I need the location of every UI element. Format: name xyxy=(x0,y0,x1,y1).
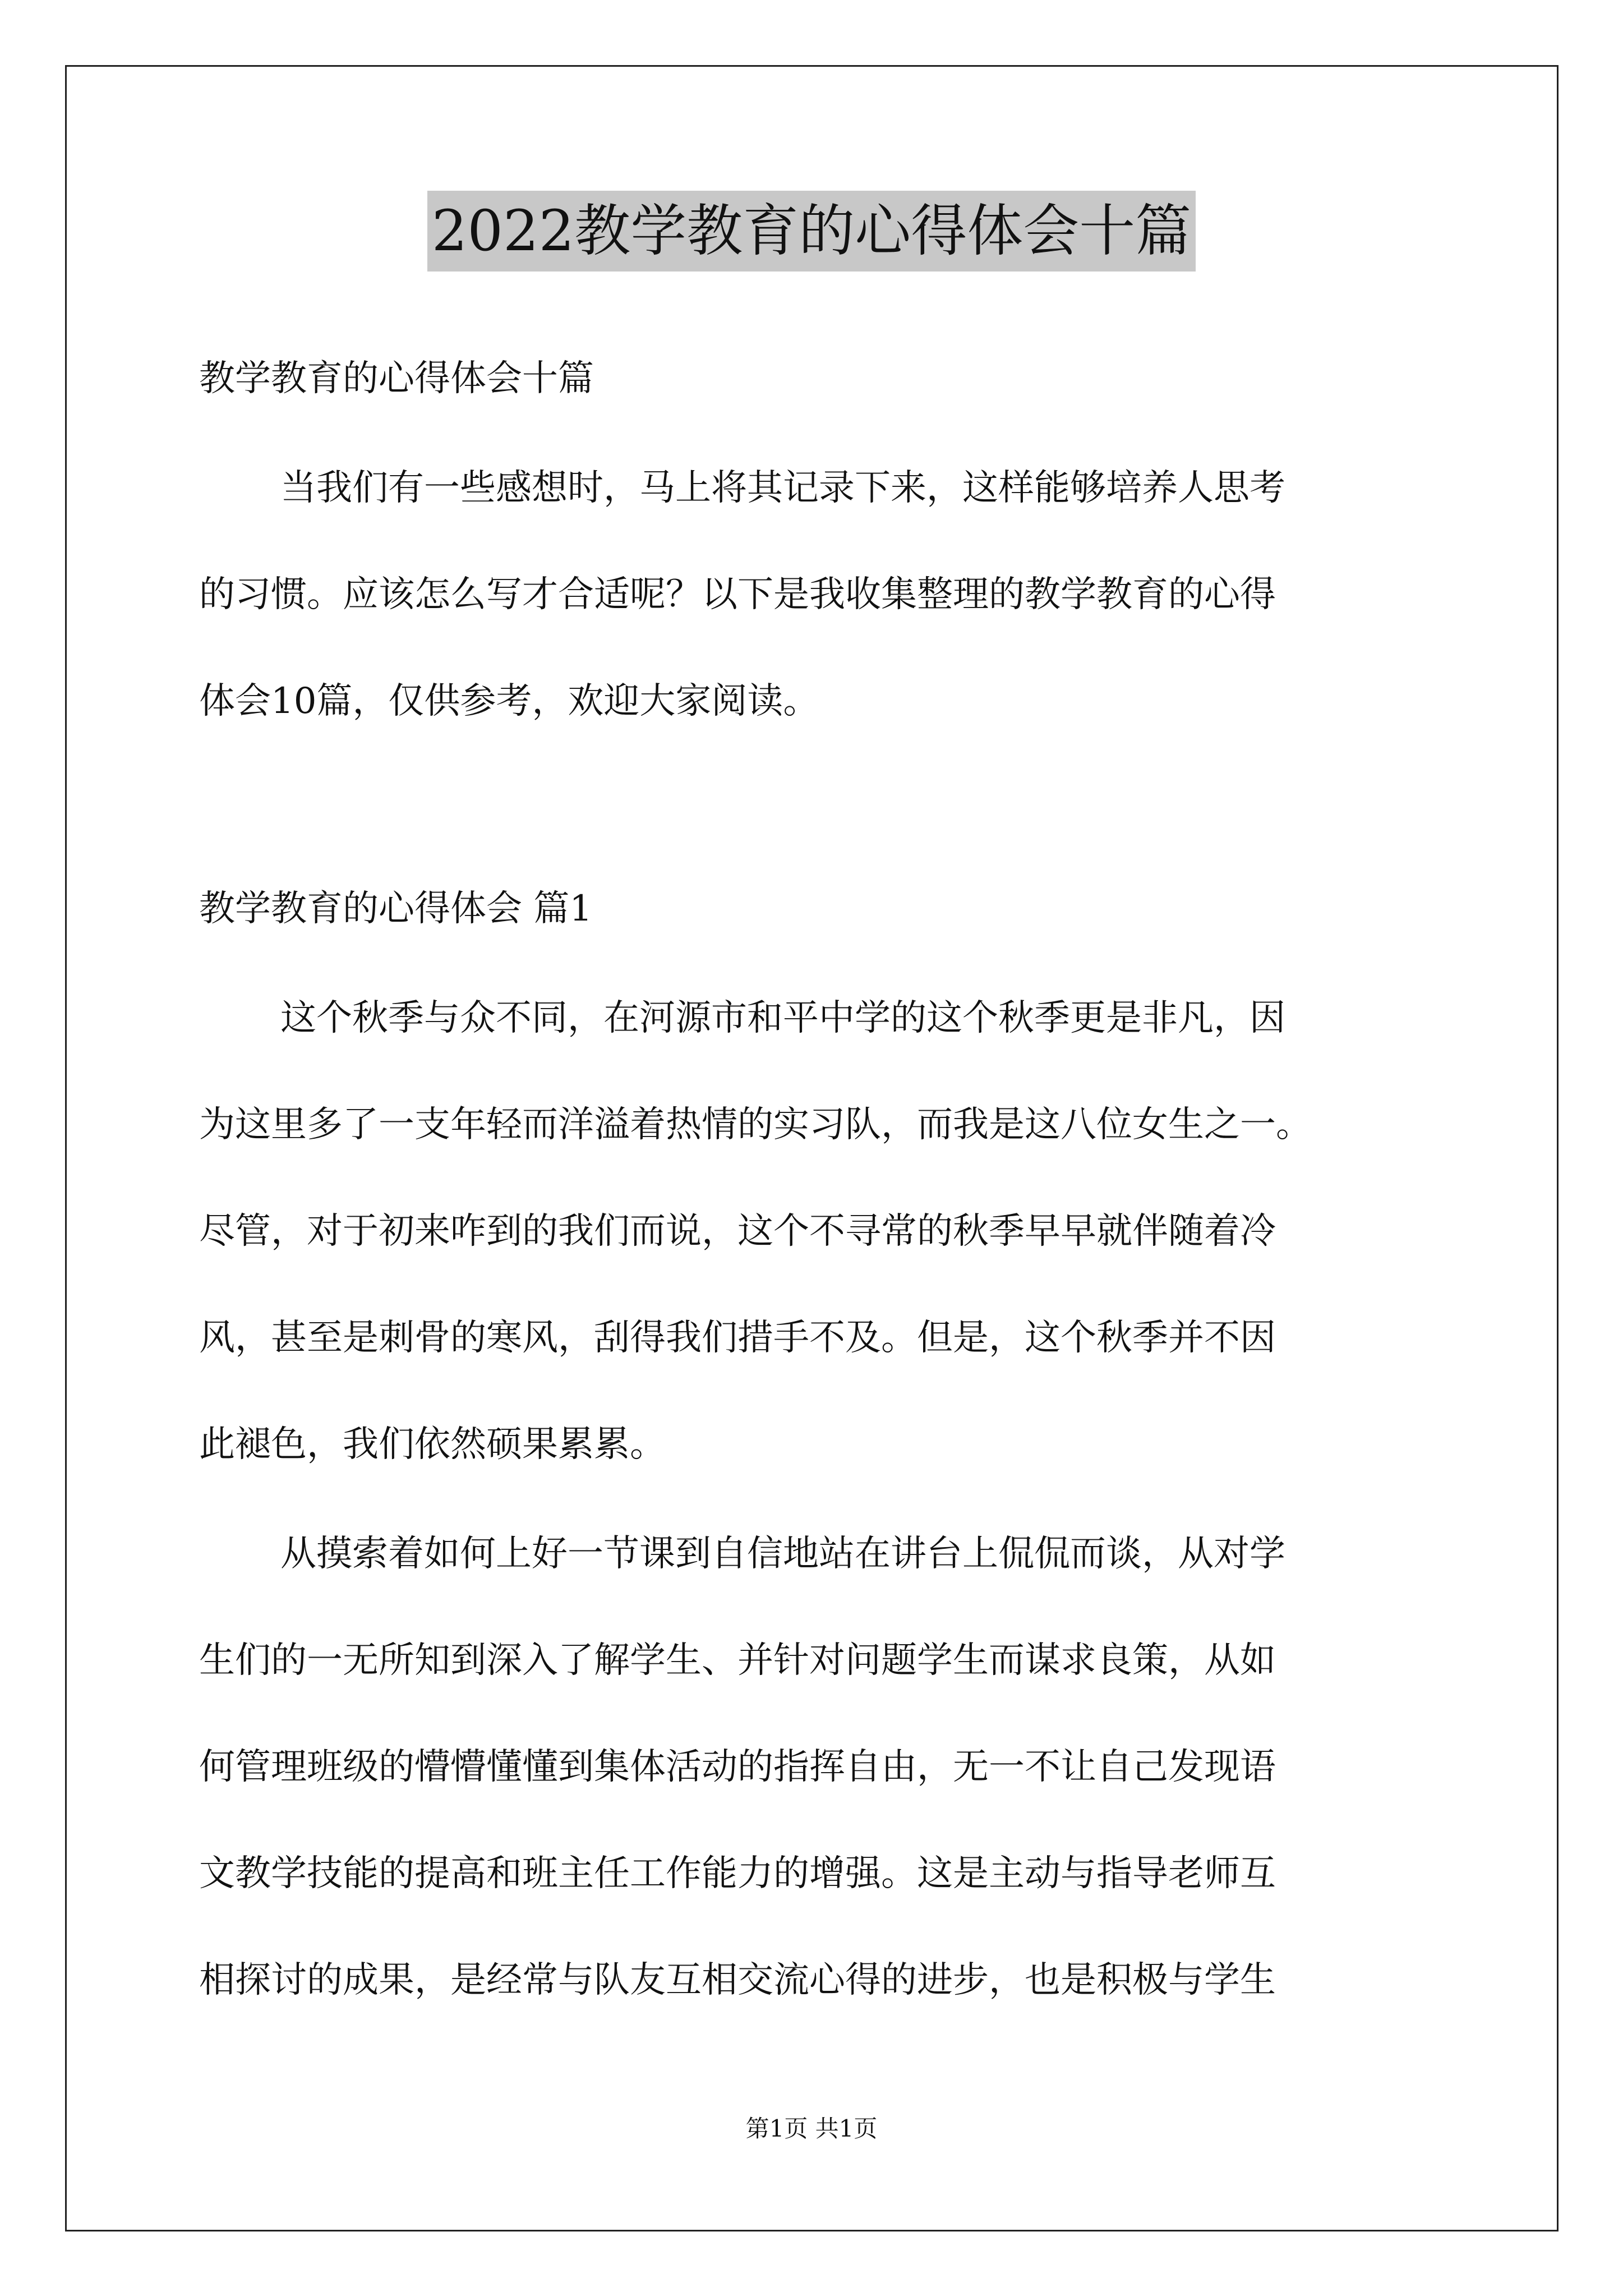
paragraph-line: 风，甚至是刺骨的寒风，刮得我们措手不及。但是，这个秋季并不因 xyxy=(199,1317,1276,1359)
paragraph-line: 文教学技能的提高和班主任工作能力的增强。这是主动与指导老师互 xyxy=(199,1853,1276,1894)
document-title: 2022教学教育的心得体会十篇 xyxy=(427,191,1196,272)
paragraph-line: 从摸索着如何上好一节课到自信地站在讲台上侃侃而谈，从对学 xyxy=(280,1533,1285,1575)
paragraph-line: 此褪色，我们依然硕果累累。 xyxy=(199,1424,666,1465)
paragraph-line: 为这里多了一支年轻而洋溢着热情的实习队，而我是这八位女生之一。 xyxy=(199,1104,1312,1145)
intro-line: 的习惯。应该怎么写才合适呢？以下是我收集整理的教学教育的心得 xyxy=(199,574,1276,615)
paragraph-line: 生们的一无所知到深入了解学生、并针对问题学生而谋求良策，从如 xyxy=(199,1640,1276,1681)
paragraph-line: 何管理班级的懵懵懂懂到集体活动的指挥自由，无一不让自己发现语 xyxy=(199,1746,1276,1788)
section-heading: 教学教育的心得体会 篇1 xyxy=(199,888,593,930)
paragraph-line: 这个秋季与众不同，在河源市和平中学的这个秋季更是非凡，因 xyxy=(280,997,1285,1039)
intro-line: 体会10篇，仅供参考，欢迎大家阅读。 xyxy=(199,680,819,722)
paragraph-line: 相探讨的成果，是经常与队友互相交流心得的进步，也是积极与学生 xyxy=(199,1959,1276,2001)
subtitle: 教学教育的心得体会十篇 xyxy=(199,358,594,399)
paragraph-line: 尽管，对于初来咋到的我们而说，这个不寻常的秋季早早就伴随着冷 xyxy=(199,1211,1276,1252)
intro-line: 当我们有一些感想时，马上将其记录下来，这样能够培养人思考 xyxy=(280,467,1285,509)
page-footer: 第1页 共1页 xyxy=(745,2115,878,2142)
title-container xyxy=(0,191,1623,272)
